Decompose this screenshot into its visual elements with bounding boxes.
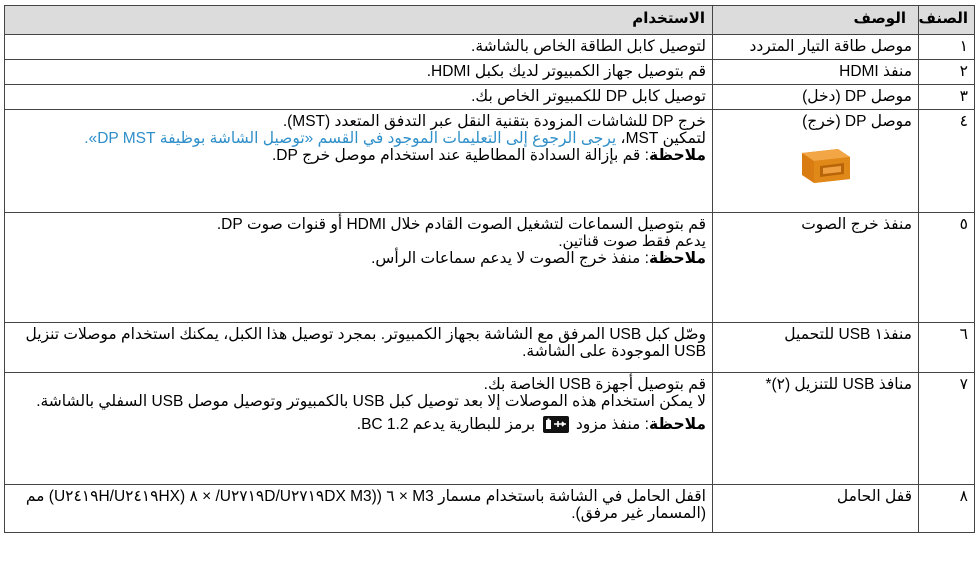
row-note xyxy=(11,147,706,164)
row-num: ٢ xyxy=(919,60,975,85)
row-use-cell xyxy=(5,323,713,373)
row-num: ٣ xyxy=(919,85,975,110)
row-use: لتوصيل كابل الطاقة الخاص بالشاشة. xyxy=(5,35,713,60)
dp-out-connector-icon xyxy=(798,145,854,187)
row-num: ٤ xyxy=(919,110,975,213)
row-note xyxy=(11,416,706,433)
row-desc: موصل DP (دخل) xyxy=(713,85,919,110)
row-desc: موصل DP (خرج) xyxy=(802,113,912,130)
row-use-line: قم بتوصيل أجهزة USB الخاصة بك. xyxy=(483,376,706,393)
note-text: : قم بإزالة السدادة المطاطية عند استخدام موصل خرج DP. xyxy=(271,147,649,164)
row-use-cell xyxy=(5,110,713,213)
table-row xyxy=(5,35,975,60)
row-use-line: لا يمكن استخدام هذه الموصلات إلا بعد توصيل كبل USB بالكمبيوتر وتوصيل موصل USB السفلي بالشاشة. xyxy=(36,393,706,410)
row-use-line: خرج DP للشاشات المزودة بتقنية النقل عبر التدفق المتعدد (MST). xyxy=(282,113,706,130)
row-use-line: اقفل الحامل في الشاشة باستخدام مسمار M3 × ٦ ((U٢٧١٩D/U٢٧١٩DX M3/ × ٨ (U٢٤١٩H/U٢٤١٩HX) مم (المسمار غير مرفق). xyxy=(25,488,706,522)
row-use-line xyxy=(11,130,706,147)
note-label: ملاحظة xyxy=(648,147,706,164)
row-note xyxy=(11,250,706,267)
note-text: برمز للبطارية يدعم BC 1.2. xyxy=(356,416,540,433)
row-desc: موصل طاقة التيار المتردد xyxy=(713,35,919,60)
table-row xyxy=(5,60,975,85)
spec-table xyxy=(4,5,975,533)
row-use: توصيل كابل DP للكمبيوتر الخاص بك. xyxy=(5,85,713,110)
note-text: : منفذ مزود xyxy=(571,416,649,433)
row-num: ٦ xyxy=(919,323,975,373)
row-use-cell xyxy=(5,373,713,485)
mst-text: لتمكين MST، xyxy=(616,130,706,147)
table-row xyxy=(5,110,975,213)
row-num: ٨ xyxy=(919,485,975,533)
row-desc: قفل الحامل xyxy=(713,485,919,533)
usb-battery-icon xyxy=(543,416,569,433)
row-desc: منفذ خرج الصوت xyxy=(713,213,919,323)
row-desc: منفذ HDMI xyxy=(713,60,919,85)
row-use-line: يدعم فقط صوت قناتين. xyxy=(558,233,706,250)
table-row xyxy=(5,85,975,110)
header-num: الصنف xyxy=(919,6,975,35)
row-desc: منفذ١ USB للتحميل xyxy=(713,323,919,373)
header-use: الاستخدام xyxy=(5,6,713,35)
row-desc-cell xyxy=(713,110,919,213)
note-label: ملاحظة xyxy=(648,416,706,433)
row-num: ١ xyxy=(919,35,975,60)
header-desc: الوصف xyxy=(713,6,919,35)
row-use-cell xyxy=(5,485,713,533)
note-text: : منفذ خرج الصوت لا يدعم سماعات الرأس. xyxy=(371,250,649,267)
row-desc: منافذ USB للتنزيل (٢)* xyxy=(713,373,919,485)
row-use: قم بتوصيل جهاز الكمبيوتر لديك بكبل HDMI. xyxy=(5,60,713,85)
table-header-row xyxy=(5,6,975,35)
spec-table-container xyxy=(4,5,974,533)
table-row xyxy=(5,323,975,373)
table-row xyxy=(5,213,975,323)
row-use-line: قم بتوصيل السماعات لتشغيل الصوت القادم خلال HDMI أو قنوات صوت DP. xyxy=(216,216,706,233)
dp-mst-section-link[interactable]: يرجى الرجوع إلى التعليمات الموجود في القسم «توصيل الشاشة بوظيفة DP MST». xyxy=(84,130,617,147)
row-use-line: وصّل كبل USB المرفق مع الشاشة بجهاز الكمبيوتر. بمجرد توصيل هذا الكبل، يمكنك استخدام موصلات تنزيل USB الموجودة على الشاشة. xyxy=(25,326,706,360)
row-use-cell xyxy=(5,213,713,323)
row-num: ٥ xyxy=(919,213,975,323)
table-row xyxy=(5,485,975,533)
note-label: ملاحظة xyxy=(648,250,706,267)
table-row xyxy=(5,373,975,485)
row-num: ٧ xyxy=(919,373,975,485)
